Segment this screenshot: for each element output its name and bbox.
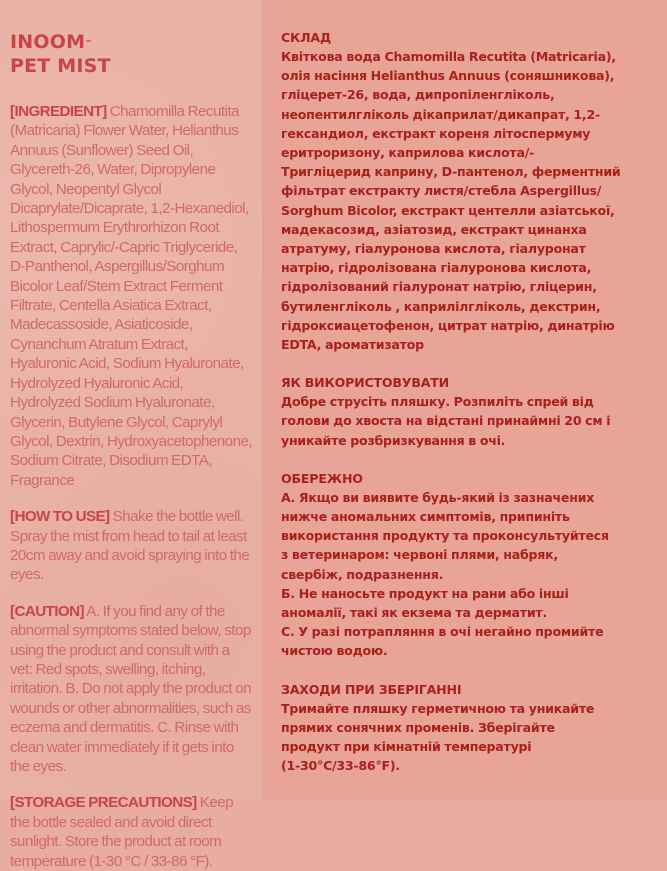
- caution-translation-heading: ОБЕРЕЖНО: [281, 470, 363, 486]
- text-line: Тримайте пляшку герметичною та уникайте: [281, 700, 595, 716]
- how-to-use-tag: [HOW TO USE]: [10, 508, 110, 526]
- text-line: олія насіння Helianthus Annuus (соняшникова),: [281, 68, 615, 84]
- text-line: натрію, гідролізована гіалуронова кислота,: [281, 260, 592, 276]
- text-line: нижче аномальних симптомів, припиніть: [281, 509, 570, 525]
- composition-section: [281, 28, 661, 354]
- storage-translation-heading: ЗАХОДИ ПРИ ЗБЕРІГАННІ: [281, 681, 462, 697]
- text-line: Б. Не наносьте продукт на рани або інші: [281, 585, 569, 601]
- text-line: неопентилгліколь дікаприлат/дикапрат, 1,2-: [281, 106, 600, 122]
- storage-translation-body: [281, 699, 661, 776]
- text-line: гліцерет-26, вода, дипропіленгліколь,: [281, 87, 555, 103]
- text-line: голови до хвоста на відстані принаймні 20 см і: [281, 413, 611, 429]
- text-line: продукт при кімнатній температурі: [281, 739, 532, 755]
- text-line: гідролізований гіалуронат натрію, гліцерин,: [281, 279, 597, 295]
- text-line: С. У разі потрапляння в очі негайно промийте: [281, 624, 604, 640]
- text-line: бутиленгліколь , каприлілгліколь, декстрин,: [281, 298, 601, 314]
- storage-tag: [STORAGE PRECAUTIONS]: [10, 794, 197, 812]
- usage-heading: ЯК ВИКОРИСТОВУВАТИ: [281, 375, 450, 391]
- ingredient-tag: [INGREDIENT]: [10, 103, 107, 120]
- text-line: використання продукту та проконсультуйтеся: [281, 528, 609, 544]
- text-line: мадекасозид, азіатозид, екстракт цинанха: [281, 221, 587, 237]
- text-line: фільтрат екстракту листя/стебла Aspergillus/: [281, 183, 602, 199]
- text-line: (1-30°C/33-86°F).: [281, 758, 400, 774]
- text-line: гідроксиацетофенон, цитрат натрію, динатрію: [281, 317, 615, 333]
- text-line: з ветеринаром: червоні плями, набряк,: [281, 547, 558, 563]
- english-label-panel: [0, 0, 262, 870]
- storage-section: [10, 793, 254, 871]
- caution-translation-body: [281, 488, 661, 661]
- text-line: аномалії, такі як екзема та дерматит.: [281, 605, 548, 621]
- ingredient-text: Chamomilla Recutita (Matricaria) Flower Water, Helianthus Annuus (Sunflower) Seed Oil, Glycereth-26, Water, Dipropylene Glycol, Neopentyl Glycol Dicaprylate/Dicaprate, 1,2-Hexanediol, Lithospermum Erythrorhizon Root Extract, Caprylic/-Capric Triglyceride, D-Panthenol, Aspergillus/Sorghum Bicolor Leaf/Stem Extract Ferment Filtrate, Centella Asiatica Extract, Madecassoside, Asiaticoside, Cynanchum Atratum Extract, Hyaluronic Acid, Sodium Hyaluronate, Hydrolyzed Hyaluronic Acid, Hydrolyzed Sodium Hyaluronate, Glycerin, Butylene Glycol, Caprylyl Glycol, Dextrin, Hydroxyacetophenone, Sodium Citrate, Disodium EDTA, Fragrance: [10, 103, 253, 489]
- caution-translation-section: [281, 469, 661, 661]
- trademark-symbol: ™: [85, 39, 93, 47]
- text-line: Добре струсіть пляшку. Розпиліть спрей від: [281, 394, 594, 410]
- caution-section: [10, 602, 254, 777]
- how-to-use-section: [10, 507, 254, 585]
- ukrainian-translation-panel: [262, 0, 667, 800]
- caution-text: A. If you find any of the abnormal symptoms stated below, stop using the product and consult with a vet: Red spots, swelling, itching, irritation. B. Do not apply the product on wounds or other abnormalities, such as eczema and dermatitis. C. Rinse with clean water immediately if it gets into the eyes.: [10, 602, 252, 775]
- text-line: прямих сонячних променів. Зберігайте: [281, 719, 555, 735]
- text-line: свербіж, подразнення.: [281, 566, 444, 582]
- product-name: PET MIST: [10, 55, 111, 77]
- brand-logo: [10, 30, 254, 54]
- text-line: гександиол, екстракт кореня літоспермуму: [281, 125, 591, 141]
- text-line: уникайте розбризкування в очі.: [281, 432, 506, 448]
- storage-text: Keep the bottle sealed and avoid direct sunlight. Store the product at room temperature (1-30 °C / 33-86 °F).: [10, 794, 234, 870]
- usage-body: [281, 392, 661, 450]
- usage-section: [281, 373, 661, 450]
- text-line: чистою водою.: [281, 643, 388, 659]
- text-line: атратуму, гіалуронова кислота, гіалуронат: [281, 241, 586, 257]
- ingredient-section: [10, 102, 254, 490]
- composition-body: [281, 47, 661, 354]
- how-to-use-text: Shake the bottle well. Spray the mist from head to tail at least 20cm away and avoid spraying into the eyes.: [10, 508, 250, 584]
- storage-translation-section: [281, 680, 661, 776]
- caution-tag: [CAUTION]: [10, 602, 84, 620]
- text-line: Квіткова вода Chamomilla Recutita (Matricaria),: [281, 49, 616, 64]
- composition-heading: СКЛАД: [281, 30, 331, 45]
- text-line: EDTA, ароматизатор: [281, 337, 424, 353]
- text-line: еритроризону, каприлова кислота/-: [281, 145, 535, 161]
- text-line: А. Якщо ви виявите будь-який із зазначених: [281, 489, 595, 505]
- text-line: Sorghum Bicolor, екстракт центелли азіатської,: [281, 202, 615, 218]
- text-line: Тригліцерид каприну, D-пантенол, ферментний: [281, 164, 621, 180]
- brand-name: INOOM: [10, 31, 86, 53]
